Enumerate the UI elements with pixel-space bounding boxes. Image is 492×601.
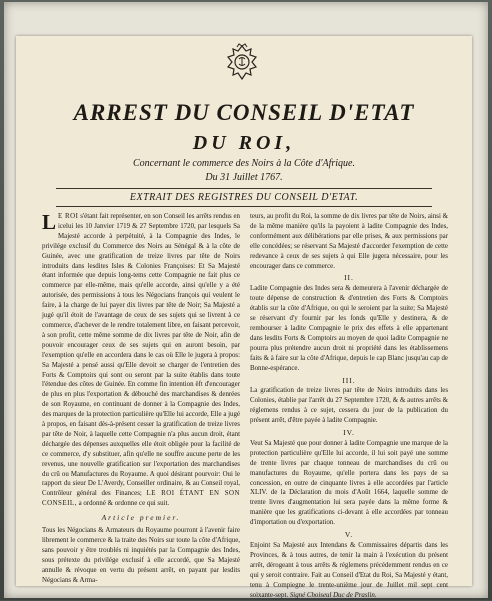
section5-body: Enjoint Sa Majesté aux Intendans & Commissaires départis dans les Provinces, & à tous autres, de tenir la main à l'exécution du présent arrêt, dérogeant à tous arrêts & réglemens précédemment rendus en ce qui y seroit contraire. Fait au Conseil d'Etat du Roi, Sa Majesté y étant, tenu à Compiegne le trente-unième jour de Juillet mil sept cent soixante-sept.	[250, 542, 448, 599]
royal-arms-crest-icon	[223, 44, 261, 82]
section4-label: IV.	[343, 428, 355, 438]
intro-paragraph	[42, 212, 240, 509]
article-heading: Article premier.	[101, 513, 181, 523]
document-title-line2: DU ROI,	[192, 132, 296, 154]
divider-top	[56, 188, 432, 189]
intro-text: s'étant fait représenter, en son Conseil les arrêts rendus en icelui les 10 Janvier 1719 & 27 Septembre 1720, par lesquels Sa Majesté accorde à perpétuité, à la Compagnie des Indes, le privilége exclusif du Commerce des Noirs au Sénégal & à la côte de Guinée, avec une gratification de treize livres par tête de Noirs introduits dans lesdites Isles & Colonies Françoises: Et Sa Majesté étant informée que depuis long-tems cette Compagnie ne fait plus ce commerce par elle-même, mais qu'elle accorde, ainsi qu'elle y a été autorisée, des permissions à tous les Négocians françois qui veulent le faire, à la charge de lui payer dix livres par tête de Noir; Sa Majesté a jugé qu'il étoit de l'avantage de ceux de ses sujets qui se livrent à ce commerce, d'achever de le rendre totalement libre, en faisant percevoir, à son profit, cette même somme de dix livres par tête de Noir, afin de pouvoir encourager ceux de ses sujets qui en auront besoin, par l'exemption qu'elle en accordera dans le cas où Elle le jugera à propos: Sa Majesté a pensé aussi qu'Elle devoit se charger de l'entretien des Forts & Comptoirs qui sont ou seront par la suite établis dans toute l'étendue des côtes de Guinée. En comme fin intention ëft d'encourager de plus en plus l'exportation & débouché des marchandises & denrées de son Royaume, en continuant de donner à la Compagnie des Indes, des marques de la protection particulière qu'Elle lui accorde, Elle a jugé à propos, en faisant dès-à-présent cesser la gratification de treize livres par tête de Noir, à laquelle cette Compagnie n'a plus aucun droit, étant déchargée des dépenses auxquelles elle étoit obligée pour la facilité de ce commerce, d'y substituer, afin qu'elle ne souffre aucune perte de les revenus, une nouvelle gratification sur l'exportation des marchandises du crû ou Manufactures du Royaume. A quoi désirant pourvoir: Oui le rapport du sieur De L'Averdy, Conseiller ordinaire, & au Conseil royal, Contrôleur général des Finances;	[42, 213, 240, 498]
section-heading: EXTRAIT DES REGISTRES DU CONSEIL D'ETAT.	[129, 192, 359, 203]
document-date: Du 31 Juillet 1767.	[205, 172, 283, 183]
section5-text	[250, 541, 448, 600]
intro-caps: E ROI	[58, 213, 79, 220]
signature: Signé Choiseul Duc de Praslin.	[289, 591, 377, 599]
closing-text: a ordonné & ordonne ce qui suit.	[78, 500, 170, 508]
section2-label: II.	[344, 273, 354, 283]
document-title: ARREST DU CONSEIL D'ETAT	[73, 100, 415, 125]
section4-text: Veut Sa Majesté que pour donner à ladite Compagnie une marque de la protection particulière qu'Elle lui accorde, il lui soit payé une somme de trente livres par chaque tonneau de marchandises du crû ou manufactures du Royaume, qu'elle portera dans les pays de sa concession, en outre de cinquante livres à elle accordées par l'article XLIV. de la Déclaration du mois d'Août 1664, laquelle somme de trente livres d'augmentation lui sera payée dans la même forme & manière que les gratifications ci-devant à elle accordées par tonneau d'importation ou d'exportation.	[250, 439, 448, 527]
section5-label: V.	[344, 530, 354, 540]
section3-label: III.	[342, 375, 356, 385]
document-subtitle: Concernant le commerce des Noirs à la Côte d'Afrique.	[132, 158, 355, 169]
section2-text: Ladite Compagnie des Indes sera & demeurera à l'avenir déchargée de toute dépense de construction & d'entretien des Forts & Comptoirs établis sur la côte d'Afrique, ou qui le seroient par la suite; Sa Majesté se réservant d'y fournir par les fonds qu'Elle y destinera, & de rembourser à ladite Compagnie le prix des effets à elle appartenant dans lesdits Forts & Comptoirs au moyen de quoi ladite Compagnie ne pourra plus prétendre aucun droit ni propriété dans les établissemens faits & à faire sur la côte d'Afrique, depuis le cap Blanc jusqu'au cap de Bonne-espérance.	[250, 285, 448, 372]
right-column	[250, 212, 448, 601]
article1-text: Tous les Négocians & Armateurs du Royaume pourront à l'avenir faire librement le commerce & la traite des Noirs sur toute la côte d'Afrique, sans pouvoir y être troublés ni inquiétés par la Compagnie des Indes, sous prétexte du privilége exclusif à elle accordé, que Sa Majesté annulle & révoque en vertu du présent arrêt, en payant par lesdits Négocians & Arma-	[42, 527, 240, 584]
divider-bottom	[56, 206, 432, 207]
frame-mat	[4, 2, 488, 598]
section3-text: La gratification de treize livres par tête de Noirs introduits dans les Colonies, établie par l'arrêt du 27 Septembre 1720, & & autres arrêts & réglemens rendus à ce sujet, cessera du jour de la publication du présent arrêt, d'être payée à ladite Compagnie.	[250, 387, 448, 425]
article1-continued: teurs, au profit du Roi, la somme de dix livres par tête de Noirs, ainsi & de la même manière qu'ils la payoient à ladite Compagnie des Indes, conformément aux délibérations par elle prises, & aux permissions par elle concédées; se réservant Sa Majesté d'accorder l'exemption de cette redevance à ceux de ses sujets à qui Elle jugera nécessaire, pour les encourager dans ce commerce.	[250, 213, 448, 270]
left-column	[42, 212, 240, 587]
drop-cap: L	[42, 210, 57, 234]
document-sheet	[16, 36, 472, 599]
closing-caps: LE ROI ÉTANT EN SON CONSEIL,	[42, 490, 240, 508]
